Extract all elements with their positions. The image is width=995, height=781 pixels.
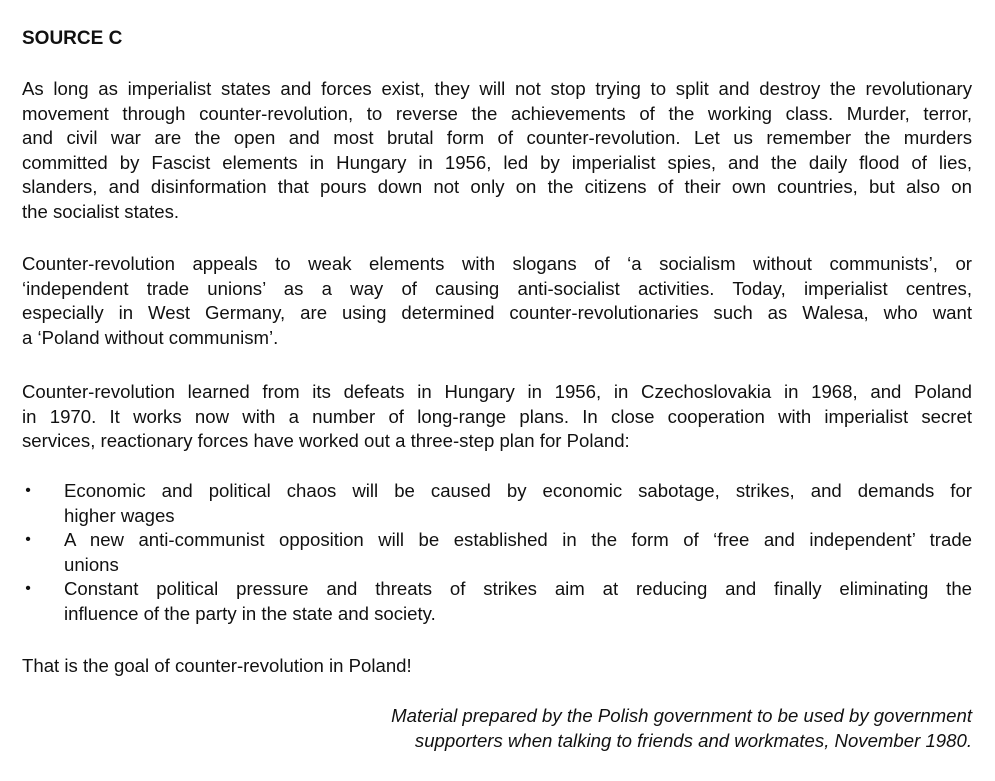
conclusion-paragraph <box>22 654 972 679</box>
bullet-line: A new anti-communist opposition will be established in the form of ‘free and independent’ trade <box>64 529 972 551</box>
bullet-line: Economic and political chaos will be caused by economic sabotage, strikes, and demands for <box>64 480 972 501</box>
paragraph-line: Counter-revolution appeals to weak elements with slogans of ‘a socialism without communists’, or <box>22 253 972 274</box>
paragraph-line: movement through counter-revolution, to reverse the achievements of the working class. Murder, terror, <box>22 102 972 124</box>
paragraph-3 <box>22 380 972 454</box>
paragraph-line: a ‘Poland without communism’. <box>22 326 279 348</box>
source-attribution <box>391 704 972 753</box>
bullet-item <box>22 479 972 528</box>
paragraph-line: services, reactionary forces have worked out a three-step plan for Poland: <box>22 430 630 452</box>
paragraph-line: in 1970. It works now with a number of long-range plans. In close cooperation with imperialist secret <box>22 405 972 427</box>
paragraph-1 <box>22 77 972 225</box>
paragraph-line: the socialist states. <box>22 200 180 222</box>
bullet-icon: • <box>25 531 31 549</box>
paragraph-line: Counter-revolution learned from its defeats in Hungary in 1956, in Czechoslovakia in 1968, and Poland <box>22 381 972 402</box>
source-heading: SOURCE C <box>22 28 123 49</box>
attribution-line: Material prepared by the Polish government to be used by government <box>391 705 972 726</box>
conclusion-text: That is the goal of counter-revolution in Poland! <box>22 655 412 676</box>
paragraph-line: committed by Fascist elements in Hungary in 1956, led by imperialist spies, and the daily flood of lies, <box>22 151 972 173</box>
paragraph-line: and civil war are the open and most brutal form of counter-revolution. Let us remember the murders <box>22 127 972 149</box>
paragraph-line: As long as imperialist states and forces exist, they will not stop trying to split and destroy the revolutionary <box>22 78 972 99</box>
bullet-line: higher wages <box>64 504 175 526</box>
paragraph-line: ‘independent trade unions’ as a way of causing anti-socialist activities. Today, imperialist centres, <box>22 277 972 299</box>
bullet-icon: • <box>25 482 31 499</box>
paragraph-2 <box>22 252 972 350</box>
bullet-line: influence of the party in the state and society. <box>64 602 436 624</box>
bullet-line: Constant political pressure and threats of strikes aim at reducing and finally eliminating the <box>64 578 972 600</box>
bullet-item <box>22 528 972 577</box>
paragraph-line: especially in West Germany, are using determined counter-revolutionaries such as Walesa, who want <box>22 302 972 324</box>
bullet-icon: • <box>25 580 31 598</box>
bullet-list <box>22 479 972 627</box>
paragraph-line: slanders, and disinformation that pours down not only on the citizens of their own countries, but also on <box>22 176 972 198</box>
bullet-line: unions <box>64 553 119 575</box>
attribution-line: supporters when talking to friends and workmates, November 1980. <box>414 729 972 751</box>
bullet-item <box>22 577 972 626</box>
